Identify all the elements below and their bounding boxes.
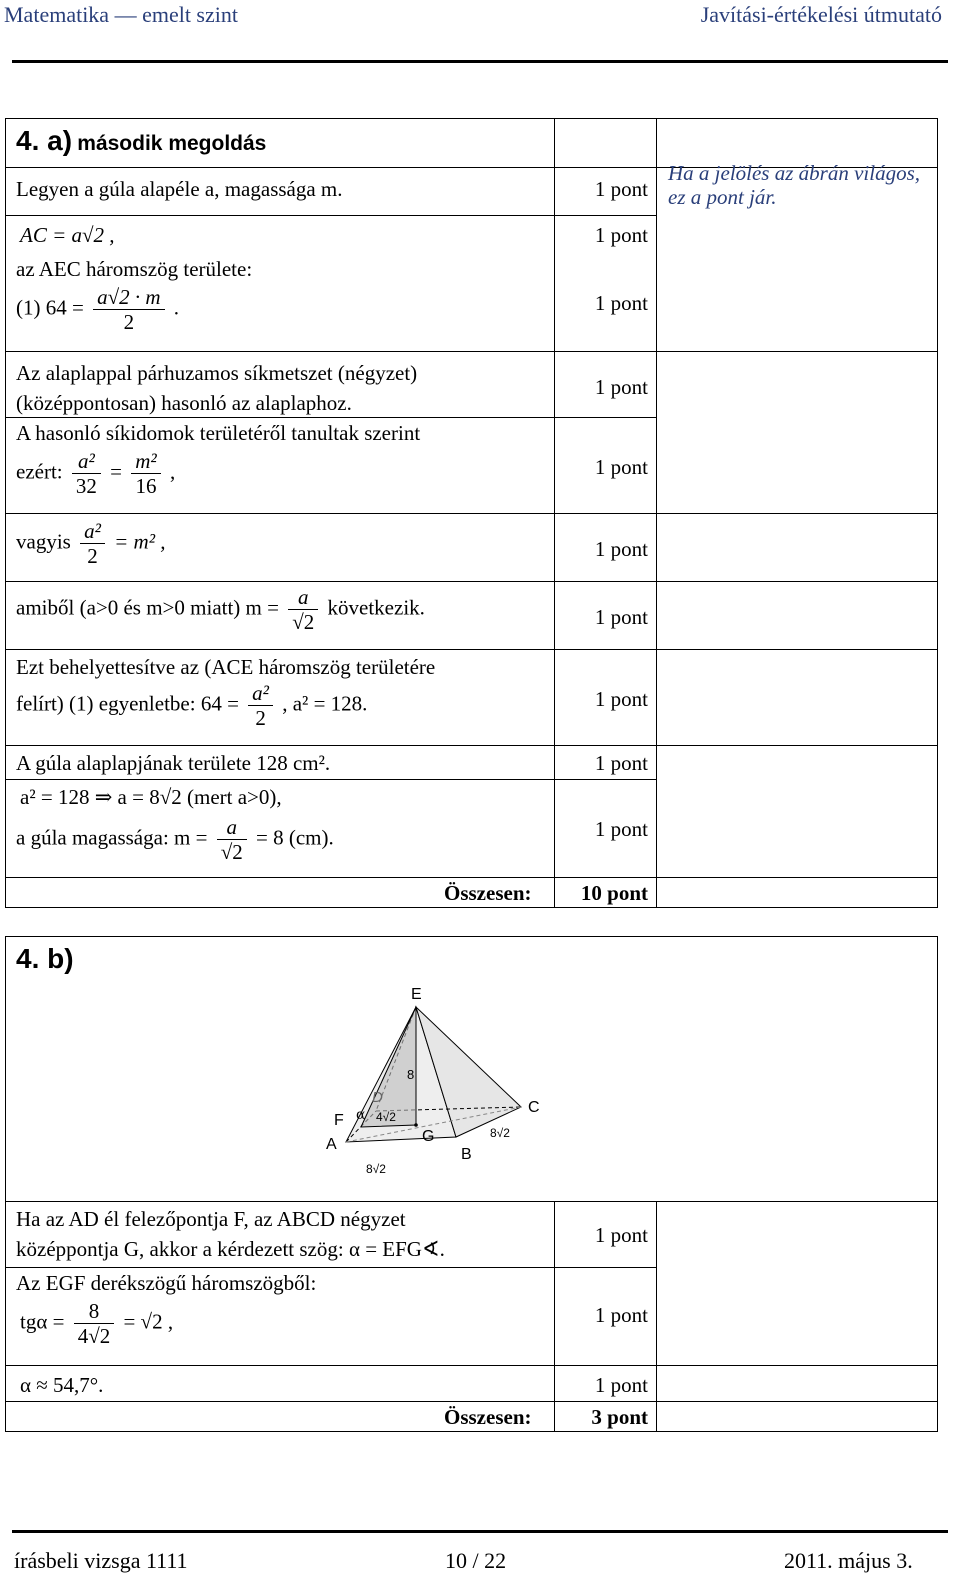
- label-ab: 8√2: [366, 1162, 386, 1176]
- footer-date: 2011. május 3.: [784, 1548, 913, 1573]
- row-a10-text: A gúla alaplapjának területe 128 cm².: [16, 751, 331, 775]
- row-a8-formula: amiből (a>0 és m>0 miatt) m = $\frac{a}{√2}$ következik.: [16, 585, 425, 634]
- row-a6-point: 1 pont: [594, 455, 648, 479]
- part-a-subtitle: második megoldás: [77, 132, 267, 155]
- row-a7-formula: vagyis $\frac{\text{a²}}{2}$ = m² ,: [16, 519, 166, 568]
- part-b-table: [5, 936, 938, 1432]
- row-a6-text: A hasonló síkidomok területéről tanultak szerint: [16, 421, 421, 445]
- part-a-total-value: 10 pont: [580, 881, 648, 905]
- label-alpha: α: [356, 1107, 366, 1123]
- label-b: B: [461, 1146, 472, 1163]
- row-a9-text: Ezt behelyettesítve az (ACE háromszög területére: [16, 655, 436, 679]
- row-b3-point: 1 pont: [594, 1373, 648, 1397]
- footer-rule: [12, 1530, 948, 1533]
- label-c: C: [528, 1099, 540, 1116]
- label-a: A: [326, 1136, 337, 1153]
- row-a2-text: AC = a√2 ,: [20, 223, 115, 247]
- label-bc: 8√2: [490, 1126, 510, 1140]
- part-b-total-value: 3 pont: [591, 1405, 648, 1429]
- row-a1-point: 1 pont: [594, 177, 648, 201]
- row-a2-point: 1 pont: [594, 223, 648, 247]
- row-a5-text: Az alaplappal párhuzamos síkmetszet (négyzet): [16, 361, 418, 385]
- row-b2-formula: tgα = $\frac{8}{4√2}$ = √2 ,: [20, 1299, 174, 1348]
- row-a3-text: az AEC háromszög területe:: [16, 257, 253, 281]
- point-g-dot: [414, 1123, 418, 1127]
- row-b2-point: 1 pont: [594, 1303, 648, 1327]
- row-b2-text: Az EGF derékszögű háromszögből:: [16, 1271, 317, 1295]
- label-fg: 4√2: [376, 1110, 396, 1124]
- row-a5-text2: (középpontosan) hasonló az alaplaphoz.: [16, 391, 352, 415]
- part-a-number: 4. a): [16, 125, 73, 156]
- row-a5-point: 1 pont: [594, 375, 648, 399]
- row-a11-point: 1 pont: [594, 817, 648, 841]
- part-b-title: 4. b): [16, 943, 74, 974]
- scoring-note: Ha a jelölés az ábrán világos, ez a pont jár.: [668, 161, 920, 209]
- row-a9-formula: felírt) (1) egyenletbe: 64 = $\frac{\text{a²}}{2}$ , a² = 128.: [16, 681, 368, 730]
- part-a-total-label: Összesen:: [444, 881, 532, 905]
- label-g: G: [422, 1128, 435, 1145]
- header-guide-title: Javítási-értékelési útmutató: [700, 2, 942, 27]
- label-d: D: [372, 1089, 383, 1106]
- page-header: [0, 0, 960, 40]
- part-b-total-label: Összesen:: [444, 1405, 532, 1429]
- row-a11-text: a² = 128 ⇒ a = 8√2 (mert a>0),: [20, 785, 282, 809]
- label-height: 8: [407, 1067, 415, 1082]
- row-a11-formula: a gúla magassága: m = $\frac{a}{√2}$ = 8 (cm).: [16, 815, 334, 864]
- row-a4-point: 1 pont: [594, 291, 648, 315]
- footer-page-number: 10 / 22: [445, 1548, 507, 1573]
- row-a9-point: 1 pont: [594, 687, 648, 711]
- row-b3-text: α ≈ 54,7°.: [20, 1373, 104, 1397]
- row-a6-formula: ezért: $\frac{\text{a²}}{32}$ = $\frac{\text{m²}}{16}$ ,: [16, 449, 176, 498]
- part-a-table: [5, 118, 938, 908]
- label-f: F: [334, 1112, 344, 1129]
- footer-exam-id: írásbeli vizsga 1111: [14, 1548, 188, 1573]
- part-a-title: [16, 125, 266, 157]
- row-a4-formula: (1) 64 = $\frac{a√2 \cdot m}{2}$ .: [16, 285, 180, 334]
- row-b1-text: Ha az AD él felezőpontja F, az ABCD négyzet: [16, 1207, 406, 1231]
- row-a10-point: 1 pont: [594, 751, 648, 775]
- row-a8-point: 1 pont: [594, 605, 648, 629]
- header-subject: Matematika — emelt szint: [4, 2, 238, 27]
- row-b1-text2: középpontja G, akkor a kérdezett szög: α = EFG∢.: [16, 1237, 445, 1261]
- row-a1-text: Legyen a gúla alapéle a, magassága m.: [16, 177, 343, 201]
- label-e: E: [411, 986, 422, 1003]
- row-a7-point: 1 pont: [594, 537, 648, 561]
- pyramid-figure: [286, 977, 586, 1187]
- row-b1-point: 1 pont: [594, 1223, 648, 1247]
- header-rule: [12, 60, 948, 63]
